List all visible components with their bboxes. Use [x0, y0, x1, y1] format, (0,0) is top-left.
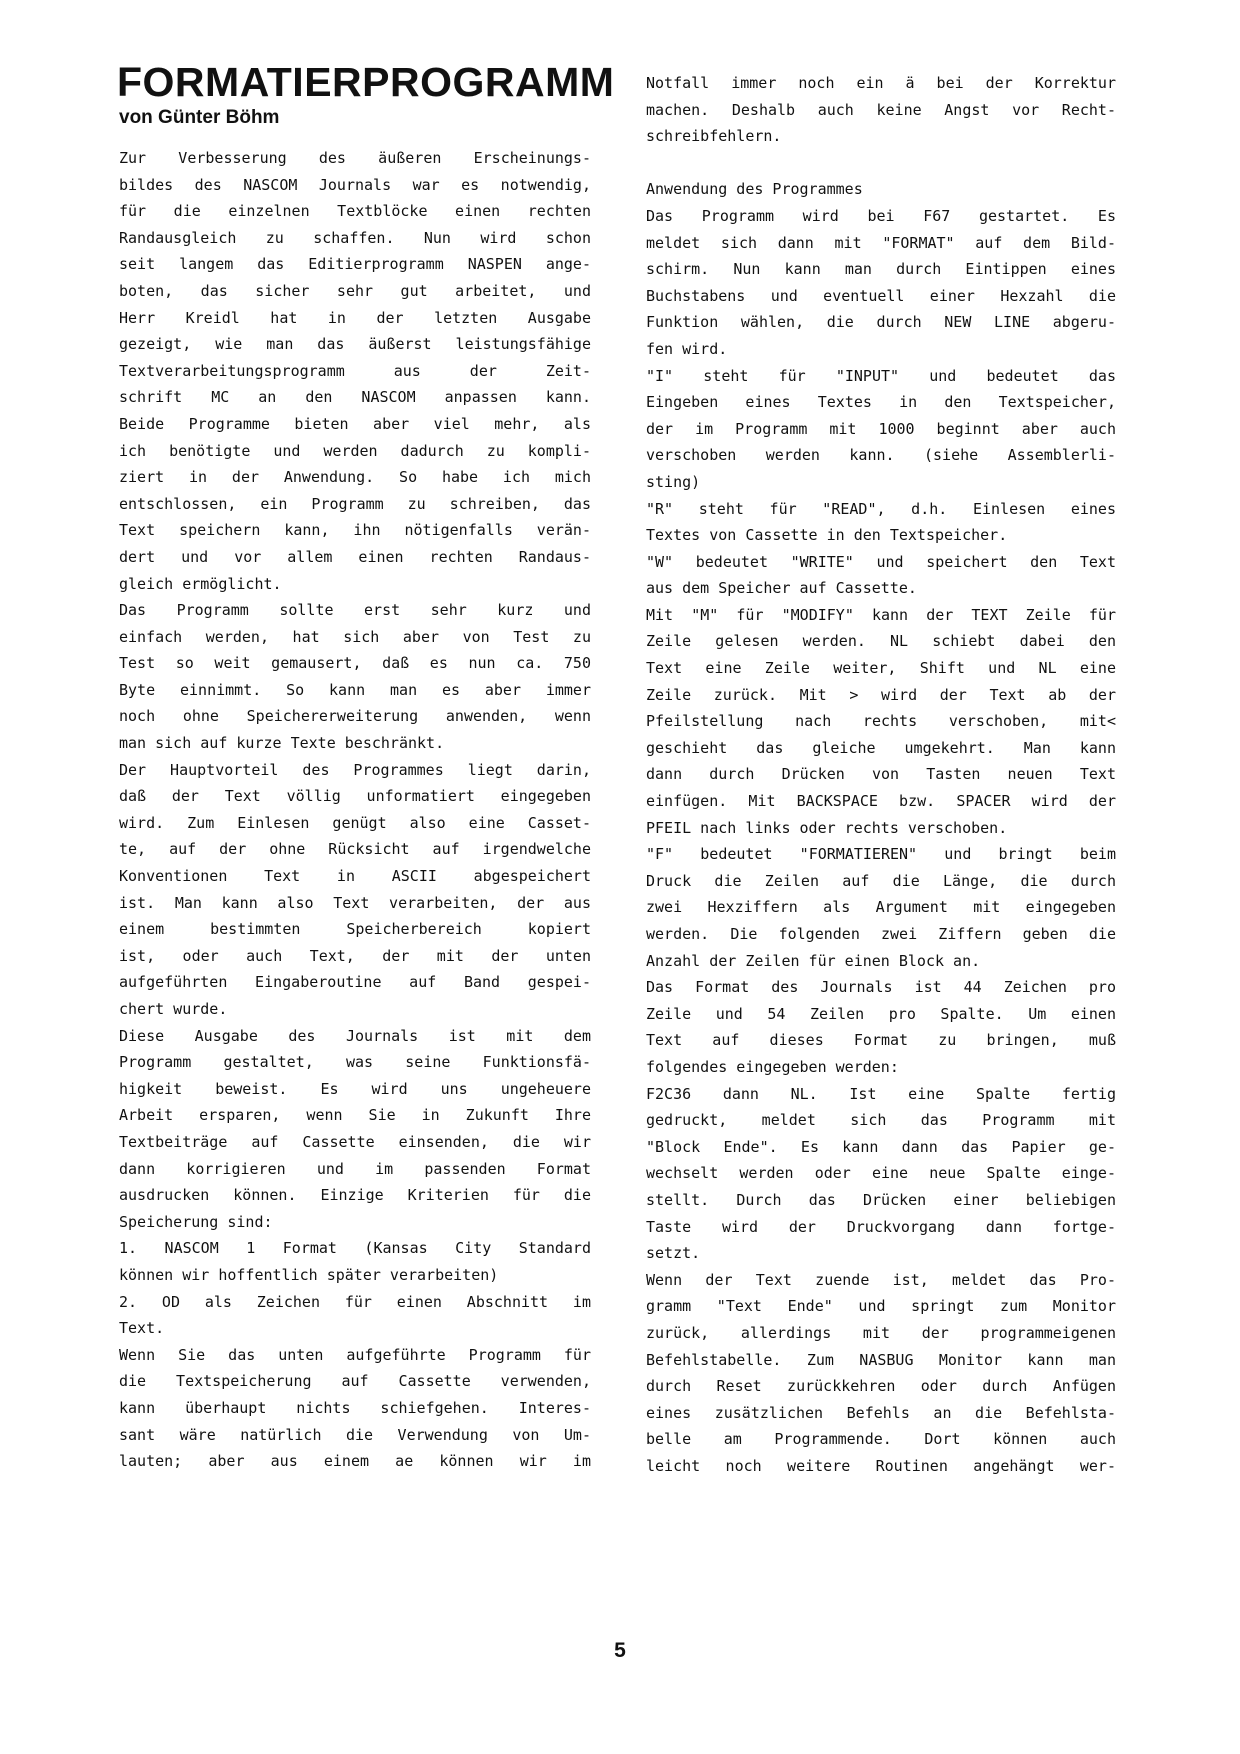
text-line: Eingeben eines Textes in den Textspeicher,	[646, 393, 1116, 412]
text-line: te, auf der ohne Rücksicht auf irgendwelche	[119, 840, 591, 859]
text-line: meldet sich dann mit "FORMAT" auf dem Bild-	[646, 233, 1116, 252]
article-title: FORMATIERPROGRAMM	[117, 59, 615, 105]
text-line: aufgeführten Eingaberoutine auf Band gespei-	[119, 973, 591, 992]
text-line: gleich ermöglicht.	[119, 574, 282, 593]
text-line: Zeile zurück. Mit > wird der Text ab der	[646, 685, 1116, 704]
text-line: "R" steht für "READ", d.h. Einlesen eines	[646, 499, 1116, 518]
text-line: fen wird.	[646, 339, 728, 358]
text-line: "W" bedeutet "WRITE" und speichert den Text	[646, 552, 1116, 571]
text-column-right	[646, 70, 1116, 1479]
text-line: Zur Verbesserung des äußeren Erscheinungs-	[119, 149, 591, 167]
text-line: Programm gestaltet, was seine Funktionsfä-	[119, 1053, 591, 1072]
text-line	[646, 150, 1116, 177]
text-line: 2. OD als Zeichen für einen Abschnitt im	[119, 1292, 591, 1311]
text-line: die Textspeicherung auf Cassette verwenden,	[119, 1372, 591, 1391]
text-line: einfügen. Mit BACKSPACE bzw. SPACER wird der	[646, 792, 1116, 811]
text-line: der im Programm mit 1000 beginnt aber auch	[646, 419, 1116, 438]
text-line: sant wäre natürlich die Verwendung von Um-	[119, 1425, 591, 1444]
page-number: 5	[614, 1639, 626, 1662]
text-line: ziert in der Anwendung. So habe ich mich	[119, 468, 591, 487]
text-line: Das Programm sollte erst sehr kurz und	[119, 601, 591, 620]
text-line: Pfeilstellung nach rechts verschoben, mit<	[646, 712, 1116, 731]
text-line: ist, oder auch Text, der mit der unten	[119, 946, 591, 965]
text-line: für die einzelnen Textblöcke einen rechten	[119, 202, 591, 221]
text-line: geschieht das gleiche umgekehrt. Man kann	[646, 738, 1116, 757]
text-line: Diese Ausgabe des Journals ist mit dem	[119, 1026, 591, 1045]
text-line: "F" bedeutet "FORMATIEREN" und bringt beim	[646, 845, 1116, 864]
text-line: Das Format des Journals ist 44 Zeichen pro	[646, 978, 1116, 997]
text-line: Anzahl der Zeilen für einen Block an.	[646, 951, 981, 970]
text-line: setzt.	[646, 1244, 701, 1263]
text-line: Textes von Cassette in den Textspeicher.	[646, 526, 1008, 545]
text-line: einem bestimmten Speicherbereich kopiert	[119, 920, 591, 939]
text-line: machen. Deshalb auch keine Angst vor Recht-	[646, 100, 1116, 119]
text-line: Beide Programme bieten aber viel mehr, als	[119, 414, 591, 433]
text-line: Anwendung des Programmes	[646, 180, 863, 199]
text-line: Zeile gelesen werden. NL schiebt dabei den	[646, 632, 1116, 651]
text-line: seit langem das Editierprogramm NASPEN ange-	[119, 255, 591, 274]
text-line: wird. Zum Einlesen genügt also eine Casset-	[119, 813, 591, 832]
text-line: Funktion wählen, die durch NEW LINE abgeru-	[646, 313, 1116, 332]
text-line: man sich auf kurze Texte beschränkt.	[119, 734, 445, 753]
text-line: Wenn Sie das unten aufgeführte Programm für	[119, 1345, 591, 1364]
text-line: Text speichern kann, ihn nötigenfalls verän-	[119, 521, 591, 540]
text-line: dann korrigieren und im passenden Format	[119, 1159, 591, 1178]
article-author: von Günter Böhm	[119, 107, 280, 128]
text-line: bildes des NASCOM Journals war es notwendig,	[119, 175, 591, 194]
text-line: chert wurde.	[119, 1000, 228, 1018]
text-line: Herr Kreidl hat in der letzten Ausgabe	[119, 308, 591, 327]
text-line: entschlossen, ein Programm zu schreiben, das	[119, 494, 591, 513]
text-line: schreibfehlern.	[646, 127, 782, 146]
text-line: Text auf dieses Format zu bringen, muß	[646, 1031, 1116, 1050]
text-line: 1. NASCOM 1 Format (Kansas City Standard	[119, 1239, 591, 1258]
text-line: boten, das sicher sehr gut arbeitet, und	[119, 281, 591, 300]
text-line: Text eine Zeile weiter, Shift und NL eine	[646, 659, 1116, 678]
text-line: daß der Text völlig unformatiert eingegeben	[119, 787, 591, 806]
text-line: "Block Ende". Es kann dann das Papier ge-	[646, 1137, 1116, 1156]
text-line: lauten; aber aus einem ae können wir im	[119, 1452, 591, 1471]
text-line: ausdrucken können. Einzige Kriterien für die	[119, 1186, 591, 1205]
text-line: gramm "Text Ende" und springt zum Monitor	[646, 1297, 1116, 1316]
text-line: Taste wird der Druckvorgang dann fortge-	[646, 1217, 1116, 1236]
text-line: PFEIL nach links oder rechts verschoben.	[646, 818, 1008, 837]
text-line: sting)	[646, 472, 701, 491]
text-line: ist. Man kann also Text verarbeiten, der aus	[119, 893, 591, 912]
text-line: Zeile und 54 Zeilen pro Spalte. Um einen	[646, 1004, 1116, 1023]
text-line: durch Reset zurückkehren oder durch Anfügen	[646, 1377, 1116, 1396]
text-line: zurück, allerdings mit der programmeigenen	[646, 1323, 1116, 1342]
text-line: Speicherung sind:	[119, 1212, 273, 1231]
text-line: schrift MC an den NASCOM anpassen kann.	[119, 388, 591, 407]
text-line: Arbeit ersparen, wenn Sie in Zukunft Ihre	[119, 1106, 591, 1125]
text-line: Buchstabens und eventuell einer Hexzahl die	[646, 286, 1116, 305]
text-line: dert und vor allem einen rechten Randaus-	[119, 547, 591, 566]
text-line: Druck die Zeilen auf die Länge, die durch	[646, 871, 1116, 890]
text-line: Test so weit gemausert, daß es nun ca. 750	[119, 654, 591, 673]
text-line: eines zusätzlichen Befehls an die Befehlsta-	[646, 1403, 1116, 1422]
text-line: verschoben werden kann. (siehe Assemblerli-	[646, 446, 1116, 465]
text-line: Der Hauptvorteil des Programmes liegt darin,	[119, 760, 591, 779]
text-line: schirm. Nun kann man durch Eintippen eines	[646, 260, 1116, 279]
text-line: Das Programm wird bei F67 gestartet. Es	[646, 206, 1116, 225]
text-line: belle am Programmende. Dort können auch	[646, 1430, 1116, 1449]
text-line: higkeit beweist. Es wird uns ungeheuere	[119, 1079, 591, 1098]
text-line: Byte einnimmt. So kann man es aber immer	[119, 680, 591, 699]
text-line: gezeigt, wie man das äußerst leistungsfähige	[119, 335, 591, 354]
text-line: werden. Die folgenden zwei Ziffern geben die	[646, 925, 1116, 943]
text-line: Konventionen Text in ASCII abgespeichert	[119, 867, 591, 886]
text-line: F2C36 dann NL. Ist eine Spalte fertig	[646, 1084, 1116, 1103]
text-line: noch ohne Speichererweiterung anwenden, wenn	[119, 707, 591, 726]
text-line: ich benötigte und werden dadurch zu kompli-	[119, 441, 591, 460]
text-line: gedruckt, meldet sich das Programm mit	[646, 1111, 1116, 1130]
text-line: dann durch Drücken von Tasten neuen Text	[646, 765, 1116, 784]
text-line: einfach werden, hat sich aber von Test zu	[119, 627, 591, 646]
text-line: Text.	[119, 1319, 165, 1338]
text-line: wechselt werden oder eine neue Spalte einge-	[646, 1164, 1116, 1183]
text-line: Mit "M" für "MODIFY" kann der TEXT Zeile für	[646, 605, 1116, 624]
text-line: leicht noch weitere Routinen angehängt wer-	[646, 1456, 1116, 1475]
text-line: aus dem Speicher auf Cassette.	[646, 579, 917, 598]
text-line: zwei Hexziffern als Argument mit eingegeben	[646, 898, 1116, 917]
text-line: Befehlstabelle. Zum NASBUG Monitor kann man	[646, 1350, 1116, 1369]
text-line: Wenn der Text zuende ist, meldet das Pro-	[646, 1270, 1116, 1289]
text-line: Randausgleich zu schaffen. Nun wird schon	[119, 228, 591, 247]
text-line: Textverarbeitungsprogramm aus der Zeit-	[119, 361, 591, 380]
text-line: folgendes eingegeben werden:	[646, 1057, 899, 1076]
text-line: Notfall immer noch ein ä bei der Korrektur	[646, 74, 1116, 92]
text-line: können wir hoffentlich später verarbeiten)	[119, 1265, 499, 1284]
text-column-left	[119, 145, 591, 1475]
text-line: "I" steht für "INPUT" und bedeutet das	[646, 366, 1116, 385]
text-line: stellt. Durch das Drücken einer beliebigen	[646, 1190, 1116, 1209]
text-line: Textbeiträge auf Cassette einsenden, die wir	[119, 1132, 591, 1151]
text-line: kann überhaupt nichts schiefgehen. Interes-	[119, 1398, 591, 1417]
